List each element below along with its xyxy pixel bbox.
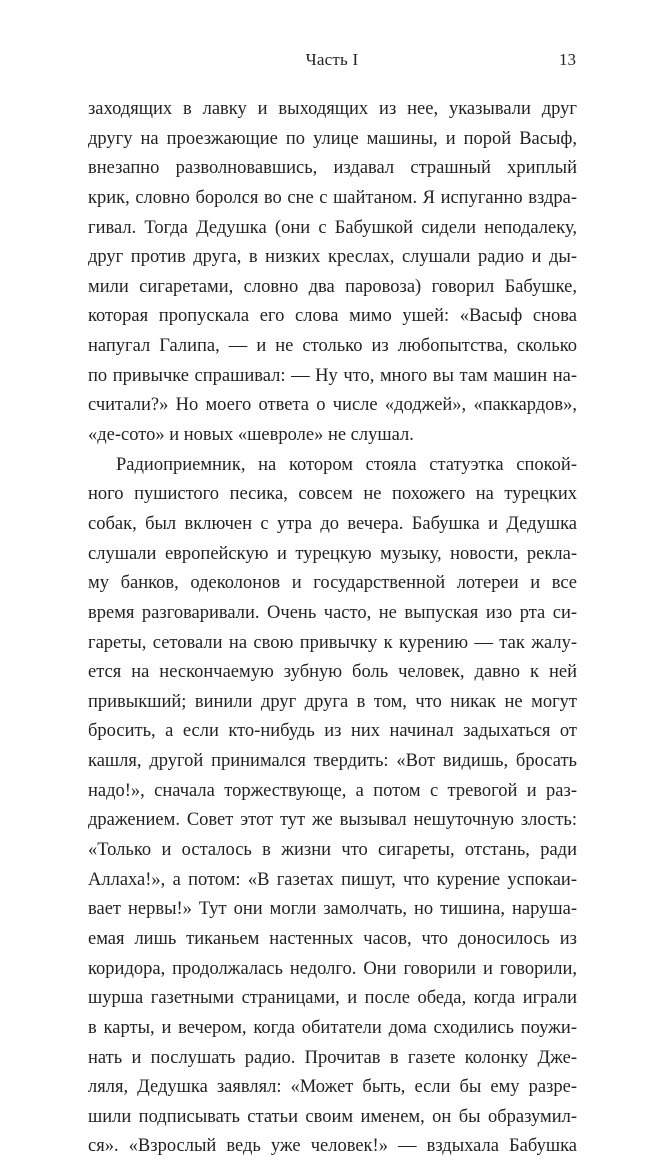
- text-line: гареты, сетовали на свою привычку к курению — так жалу-: [88, 632, 577, 653]
- text-line: мили сигаретами, словно два паровоза) говорил Бабушке,: [88, 276, 577, 297]
- text-line: заходящих в лавку и выходящих из нее, указывали друг: [88, 99, 577, 119]
- text-line: надо!», сначала торжествующе, а потом с тревогой и раз-: [88, 780, 577, 801]
- text-line: кашля, другой принимался твердить: «Вот видишь, бросать: [88, 751, 577, 772]
- running-head: Часть I: [305, 50, 359, 69]
- page-header: [88, 48, 576, 72]
- text-line: другу на проезжающие по улице машины, и порой Васыф,: [88, 128, 577, 149]
- text-line: емая лишь тиканьем настенных часов, что доносилось из: [88, 928, 577, 949]
- text-line: время разговаривали. Очень часто, не выпуская изо рта си-: [88, 602, 577, 623]
- text-line: считали?» Но моего ответа о числе «доджей», «паккардов»,: [88, 395, 577, 416]
- text-line: крик, словно боролся во сне с шайтаном. Я испуганно вздра-: [88, 187, 577, 208]
- text-line: друг против друга, в низких креслах, слушали радио и ды-: [88, 247, 577, 268]
- text-line: вает нервы!» Тут они могли замолчать, но тишина, наруша-: [88, 899, 577, 920]
- text-line: ется на нескончаемую зубную боль человек, давно к ней: [88, 662, 577, 683]
- text-line: ного пушистого песика, совсем не похожего на турецких: [88, 484, 577, 505]
- text-line: нать и послушать радио. Прочитав в газете колонку Дже-: [88, 1047, 577, 1068]
- text-line: в карты, и вечером, когда обитатели дома сходились поужи-: [88, 1017, 577, 1038]
- text-line: шурша газетными страницами, и после обеда, когда играли: [88, 988, 577, 1009]
- text-line: дражением. Совет этот тут же вызывал нешуточную злость:: [88, 810, 577, 831]
- text-line: ляля, Дедушка заявлял: «Может быть, если бы ему разре-: [88, 1077, 577, 1098]
- text-line: «Только и осталось в жизни что сигареты, отстань, ради: [88, 840, 577, 861]
- text-line: му банков, одеколонов и государственной лотереи и все: [88, 573, 577, 594]
- text-line: Радиоприемник, на котором стояла статуэтка спокой-: [116, 454, 577, 475]
- text-line: бросить, а если кто-нибудь из них начинал задыхаться от: [88, 721, 577, 742]
- page-number: 13: [559, 50, 576, 69]
- text-line: внезапно разволновавшись, издавал страшный хриплый: [88, 158, 577, 179]
- text-line: собак, был включен с утра до вечера. Бабушка и Дедушка: [88, 513, 577, 534]
- text-line: ся». «Взрослый ведь уже человек!» — вздыхала Бабушка: [88, 1136, 577, 1157]
- text-line: по привычке спрашивал: — Ну что, много вы там машин на-: [88, 365, 577, 386]
- text-line: гивал. Тогда Дедушка (они с Бабушкой сидели неподалеку,: [88, 217, 577, 238]
- text-line: напугал Галипа, — и не столько из любопытства, сколько: [88, 336, 577, 357]
- text-line: Аллаха!», а потом: «В газетах пишут, что курение успокаи-: [88, 869, 577, 890]
- text-line: коридора, продолжалась недолго. Они говорили и говорили,: [88, 958, 577, 979]
- text-line: «де-сото» и новых «шевроле» не слушал.: [88, 425, 414, 446]
- text-line: которая пропускала его слова мимо ушей: «Васыф снова: [88, 306, 577, 327]
- body-text: [88, 95, 577, 1162]
- text-line: привыкший; винили друг друга в том, что никак не могут: [88, 691, 577, 712]
- text-line: слушали европейскую и турецкую музыку, новости, рекла-: [88, 543, 577, 564]
- text-line: шили подписывать статьи своим именем, он бы образумил-: [88, 1106, 577, 1127]
